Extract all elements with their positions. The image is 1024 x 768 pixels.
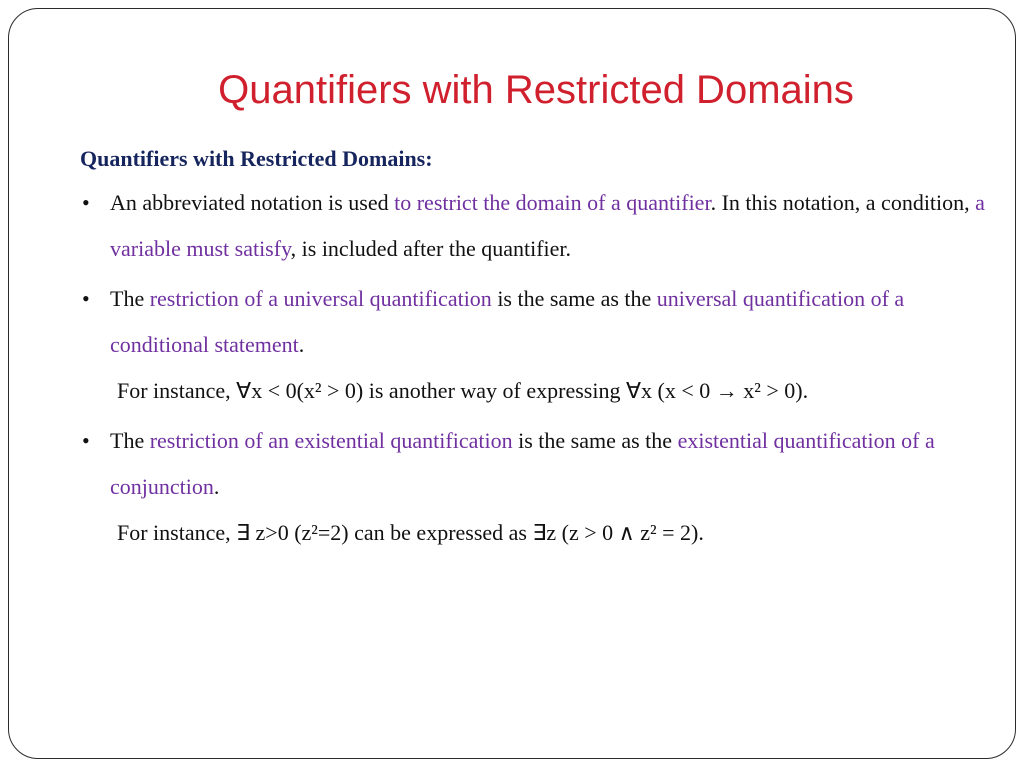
existential-example: For instance, ∃ z>0 (z²=2) can be expressed as ∃z (z > 0 ∧ z² = 2). [117, 520, 704, 545]
bullet-text: . [298, 332, 305, 357]
bullet-text: , is included after the quantifier. [290, 236, 572, 261]
universal-example: For instance, ∀x < 0(x² > 0) is another way of expressing ∀x (x < 0 → x² > 0). [117, 378, 809, 403]
highlighted-phrase: restriction of a universal quantification [149, 286, 492, 311]
bullet-text: . In this notation, a condition, [710, 190, 976, 215]
section-heading: Quantifiers with Restricted Domains: [80, 146, 433, 171]
slide-body [80, 142, 1000, 556]
bullet-text: is the same as the [491, 286, 657, 311]
bullet-text: The [110, 428, 150, 453]
bullet-text: An abbreviated notation is used [110, 190, 395, 215]
highlighted-phrase: a variable must satisfy [110, 190, 985, 261]
highlighted-phrase: restriction of an existential quantification [149, 428, 513, 453]
slide-title: Quantifiers with Restricted Domains [218, 68, 854, 112]
bullet-universal-restriction [80, 276, 1000, 368]
highlighted-phrase: universal quantification of a conditional statement [110, 286, 905, 357]
bullet-marker: • [82, 428, 90, 453]
bullet-marker: • [82, 190, 90, 215]
bullet-restricted-domain-notation [80, 180, 1000, 272]
bullet-marker: • [82, 286, 90, 311]
bullet-text: is the same as the [512, 428, 678, 453]
highlighted-phrase: existential quantification of a conjunction [110, 428, 935, 499]
bullet-existential-restriction [80, 418, 1000, 510]
bullet-text: . [213, 474, 220, 499]
highlighted-phrase: to restrict the domain of a quantifier [394, 190, 711, 215]
bullet-text: The [110, 286, 150, 311]
